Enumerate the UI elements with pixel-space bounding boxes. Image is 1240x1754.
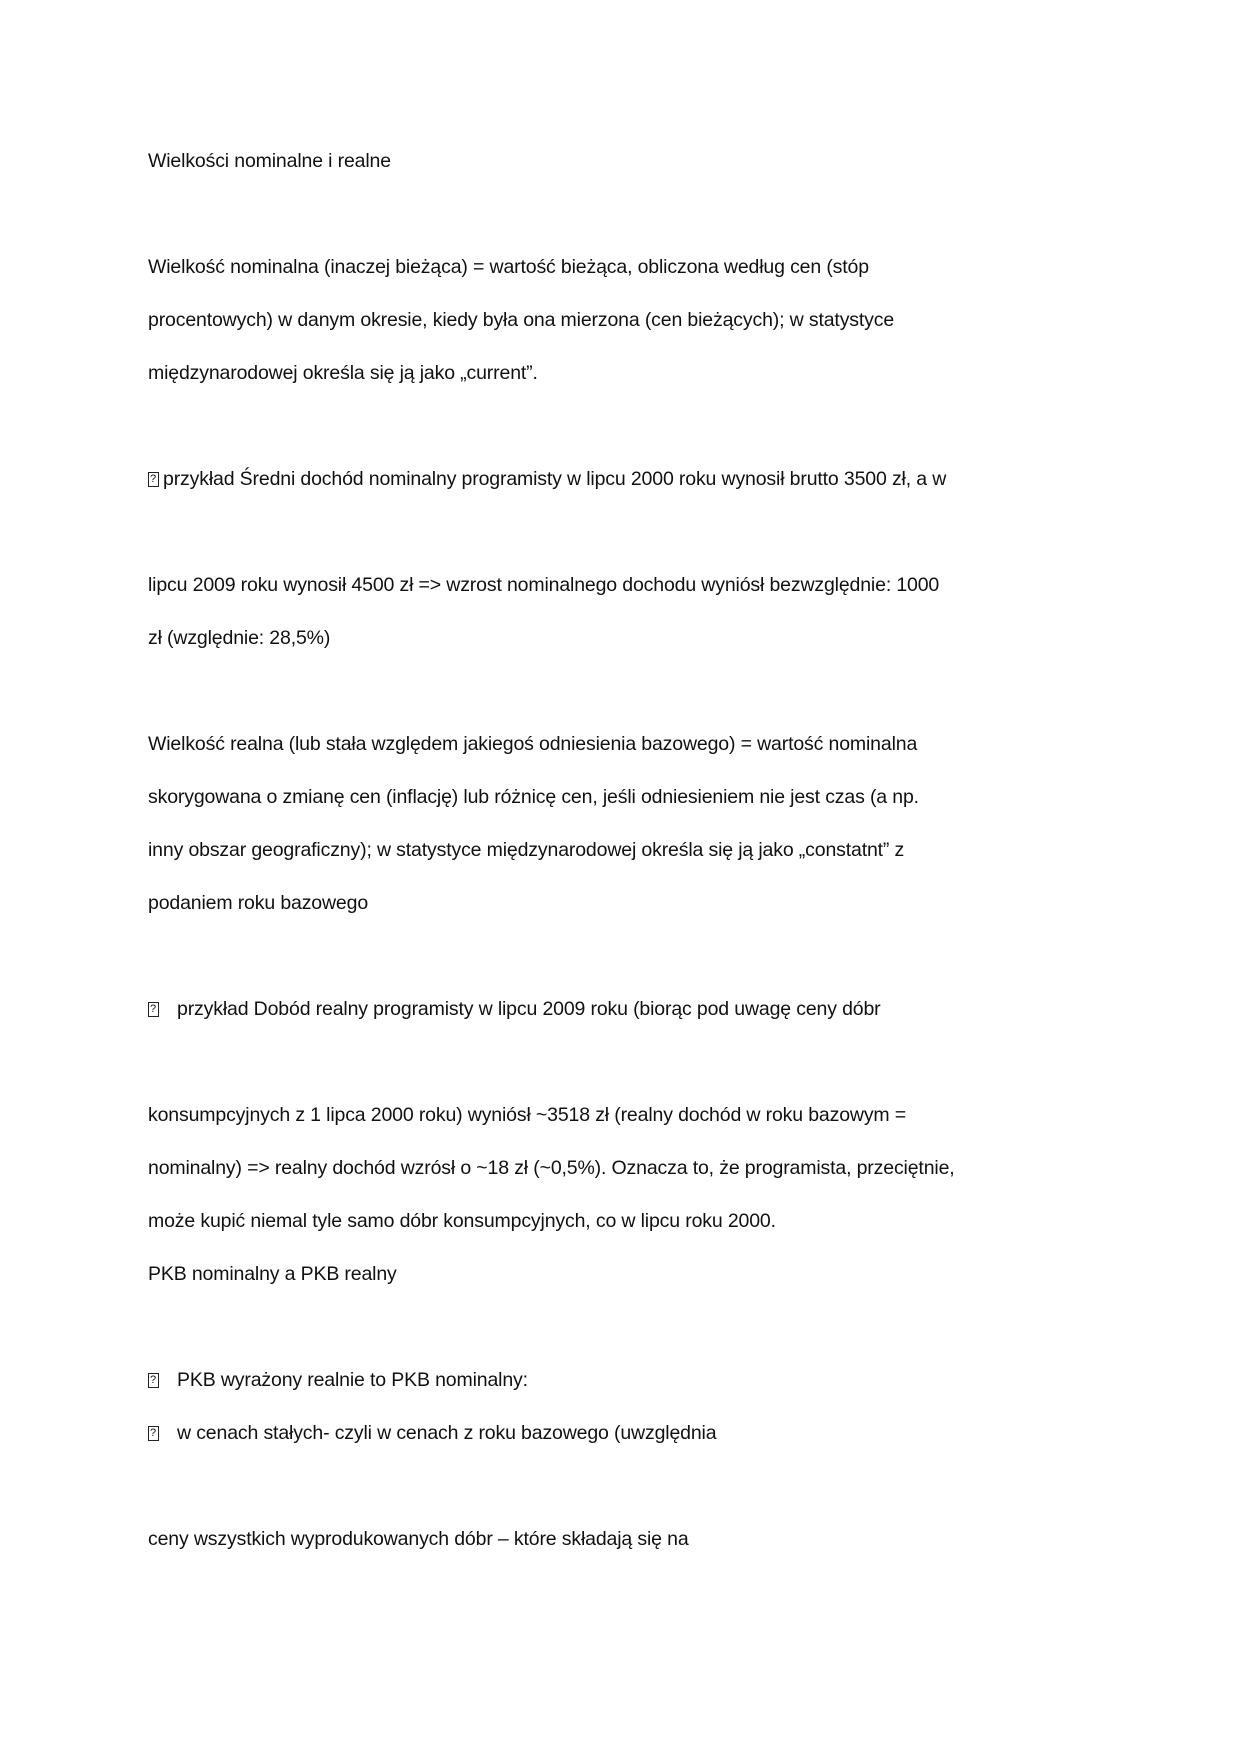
- example-2-line-2: konsumpcyjnych z 1 lipca 2000 roku) wyniósł ~3518 zł (realny dochód w roku bazowym =: [148, 1104, 907, 1126]
- missing-glyph-bullet-icon: [148, 1002, 159, 1017]
- nominal-definition-line-1: Wielkość nominalna (inaczej bieżąca) = wartość bieżąca, obliczona według cen (stóp: [148, 256, 869, 278]
- pkb-continuation: ceny wszystkich wyprodukowanych dóbr – które składają się na: [148, 1528, 689, 1550]
- missing-glyph-bullet-icon: [148, 1426, 159, 1441]
- pkb-bullet-1: [148, 1366, 528, 1394]
- pkb-bullet-2-text: w cenach stałych- czyli w cenach z roku bazowego (uwzględnia: [177, 1422, 717, 1444]
- nominal-definition-line-2: procentowych) w danym okresie, kiedy była ona mierzona (cen bieżących); w statystyce: [148, 309, 895, 331]
- real-definition-line-2: skorygowana o zmianę cen (inflację) lub różnicę cen, jeśli odniesieniem nie jest czas (a np.: [148, 786, 919, 808]
- pkb-bullet-2: [148, 1419, 716, 1447]
- example-1-line-1: [148, 465, 946, 493]
- example-2-line-1: [148, 995, 881, 1023]
- real-definition-line-4: podaniem roku bazowego: [148, 892, 369, 914]
- example-1-text-1: przykład Średni dochód nominalny programisty w lipcu 2000 roku wynosił brutto 3500 zł, a w: [163, 468, 947, 490]
- missing-glyph-bullet-icon: [148, 1373, 159, 1388]
- real-definition-line-1: Wielkość realna (lub stała względem jakiegoś odniesienia bazowego) = wartość nominalna: [148, 733, 918, 755]
- real-definition-line-3: inny obszar geograficzny); w statystyce międzynarodowej określa się ją jako „constatnt” z: [148, 839, 905, 861]
- example-1-line-3: zł (względnie: 28,5%): [148, 627, 331, 649]
- example-2-text-1: przykład Dobód realny programisty w lipcu 2009 roku (biorąc pod uwagę ceny dóbr: [177, 998, 881, 1020]
- example-2-line-3: nominalny) => realny dochód wzrósł o ~18 zł (~0,5%). Oznacza to, że programista, przeciętnie,: [148, 1157, 955, 1179]
- missing-glyph-bullet-icon: [148, 472, 159, 487]
- pkb-heading: PKB nominalny a PKB realny: [148, 1263, 397, 1285]
- example-1-line-2: lipcu 2009 roku wynosił 4500 zł => wzrost nominalnego dochodu wyniósł bezwzględnie: 1000: [148, 574, 940, 596]
- pkb-bullet-1-text: PKB wyrażony realnie to PKB nominalny:: [177, 1369, 528, 1391]
- example-2-line-4: może kupić niemal tyle samo dóbr konsumpcyjnych, co w lipcu roku 2000.: [148, 1210, 776, 1232]
- document-title: Wielkości nominalne i realne: [148, 150, 391, 172]
- nominal-definition-line-3: międzynarodowej określa się ją jako „current”.: [148, 362, 538, 384]
